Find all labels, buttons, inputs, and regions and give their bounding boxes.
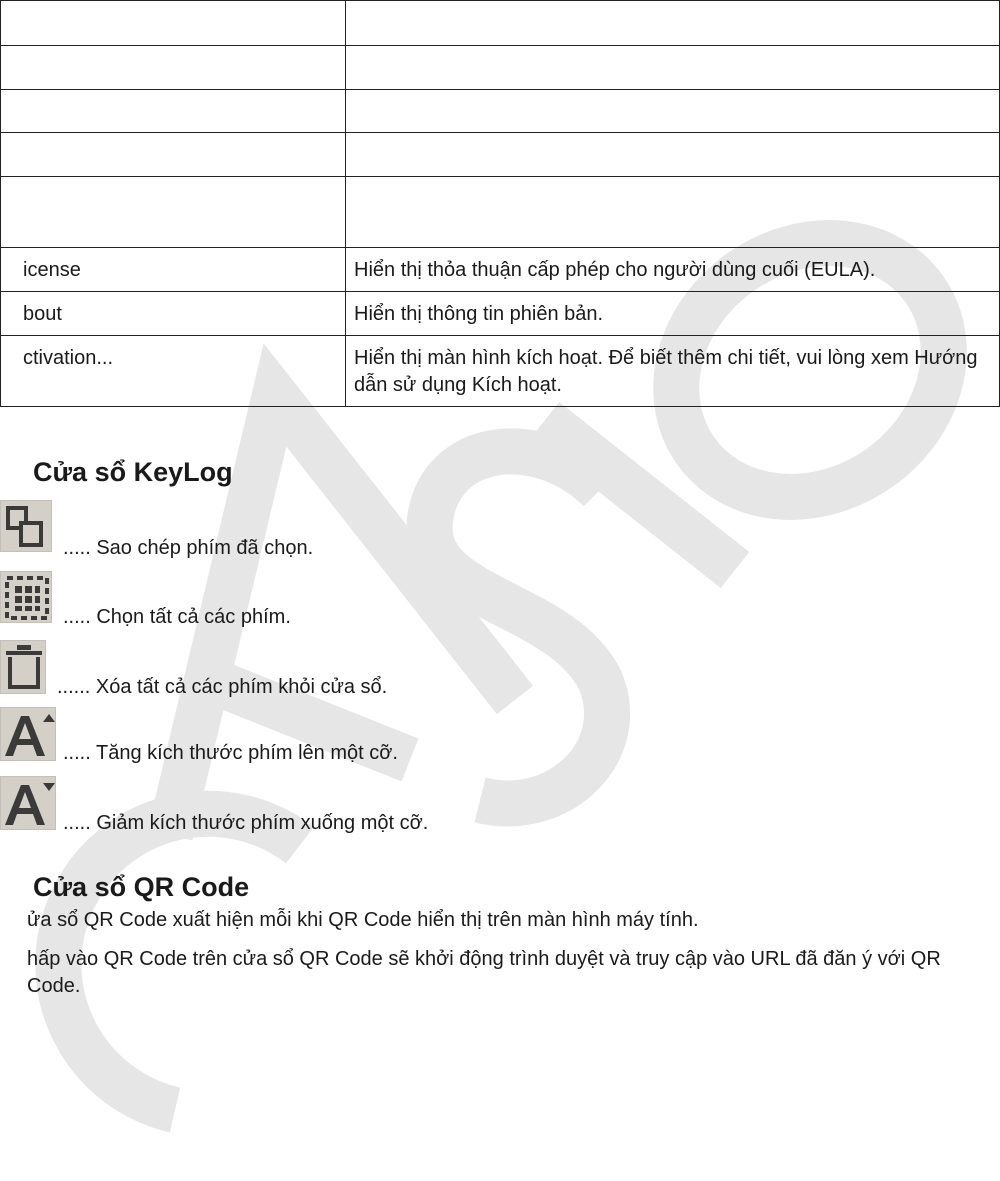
qrcode-paragraph-2: hấp vào QR Code trên cửa sổ QR Code sẽ khởi động trình duyệt và truy cập vào URL đã đăn ý với QR Code. [27,948,941,997]
menu-desc-cell [346,133,1000,177]
table-row [1,1,1000,46]
copy-description: ..... Sao chép phím đã chọn. [63,537,314,559]
menu-item-activation: ctivation... [1,336,346,407]
menu-item-cell [1,133,346,177]
menu-desc-about: Hiển thị thông tin phiên bản. [346,292,1000,336]
menu-desc-license: Hiển thị thỏa thuận cấp phép cho người dùng cuối (EULA). [346,248,1000,292]
delete-description: ...... Xóa tất cả các phím khỏi cửa sổ. [57,676,388,698]
increase-font-icon[interactable] [0,707,56,761]
increase-font-description: ..... Tăng kích thước phím lên một cỡ. [63,742,398,764]
table-row [1,90,1000,133]
menu-item-cell [1,90,346,133]
qrcode-paragraph-1: ửa sổ QR Code xuất hiện mỗi khi QR Code hiển thị trên màn hình máy tính. [27,909,699,931]
select-all-icon[interactable] [0,571,52,623]
menu-desc-cell [346,90,1000,133]
table-row [1,46,1000,90]
menu-item-cell [1,1,346,46]
menu-desc-activation: Hiển thị màn hình kích hoạt. Để biết thêm chi tiết, vui lòng xem Hướng dẫn sử dụng Kích hoạt. [346,336,1000,407]
menu-desc-cell [346,177,1000,248]
copy-icon[interactable] [0,500,52,552]
decrease-font-description: ..... Giảm kích thước phím xuống một cỡ. [63,812,429,834]
table-row [1,177,1000,248]
table-row [1,336,1000,407]
menu-item-cell [1,177,346,248]
table-row [1,133,1000,177]
menu-item-about: bout [1,292,346,336]
select-all-description: ..... Chọn tất cả các phím. [63,606,291,628]
menu-table [0,0,1000,407]
qrcode-heading: Cửa sổ QR Code [33,872,250,902]
delete-icon[interactable] [0,640,46,694]
menu-item-cell [1,46,346,90]
table-row [1,292,1000,336]
menu-desc-cell [346,46,1000,90]
menu-item-license: icense [1,248,346,292]
keylog-heading: Cửa sổ KeyLog [33,457,233,487]
table-row [1,248,1000,292]
decrease-font-icon[interactable] [0,776,56,830]
menu-desc-cell [346,1,1000,46]
